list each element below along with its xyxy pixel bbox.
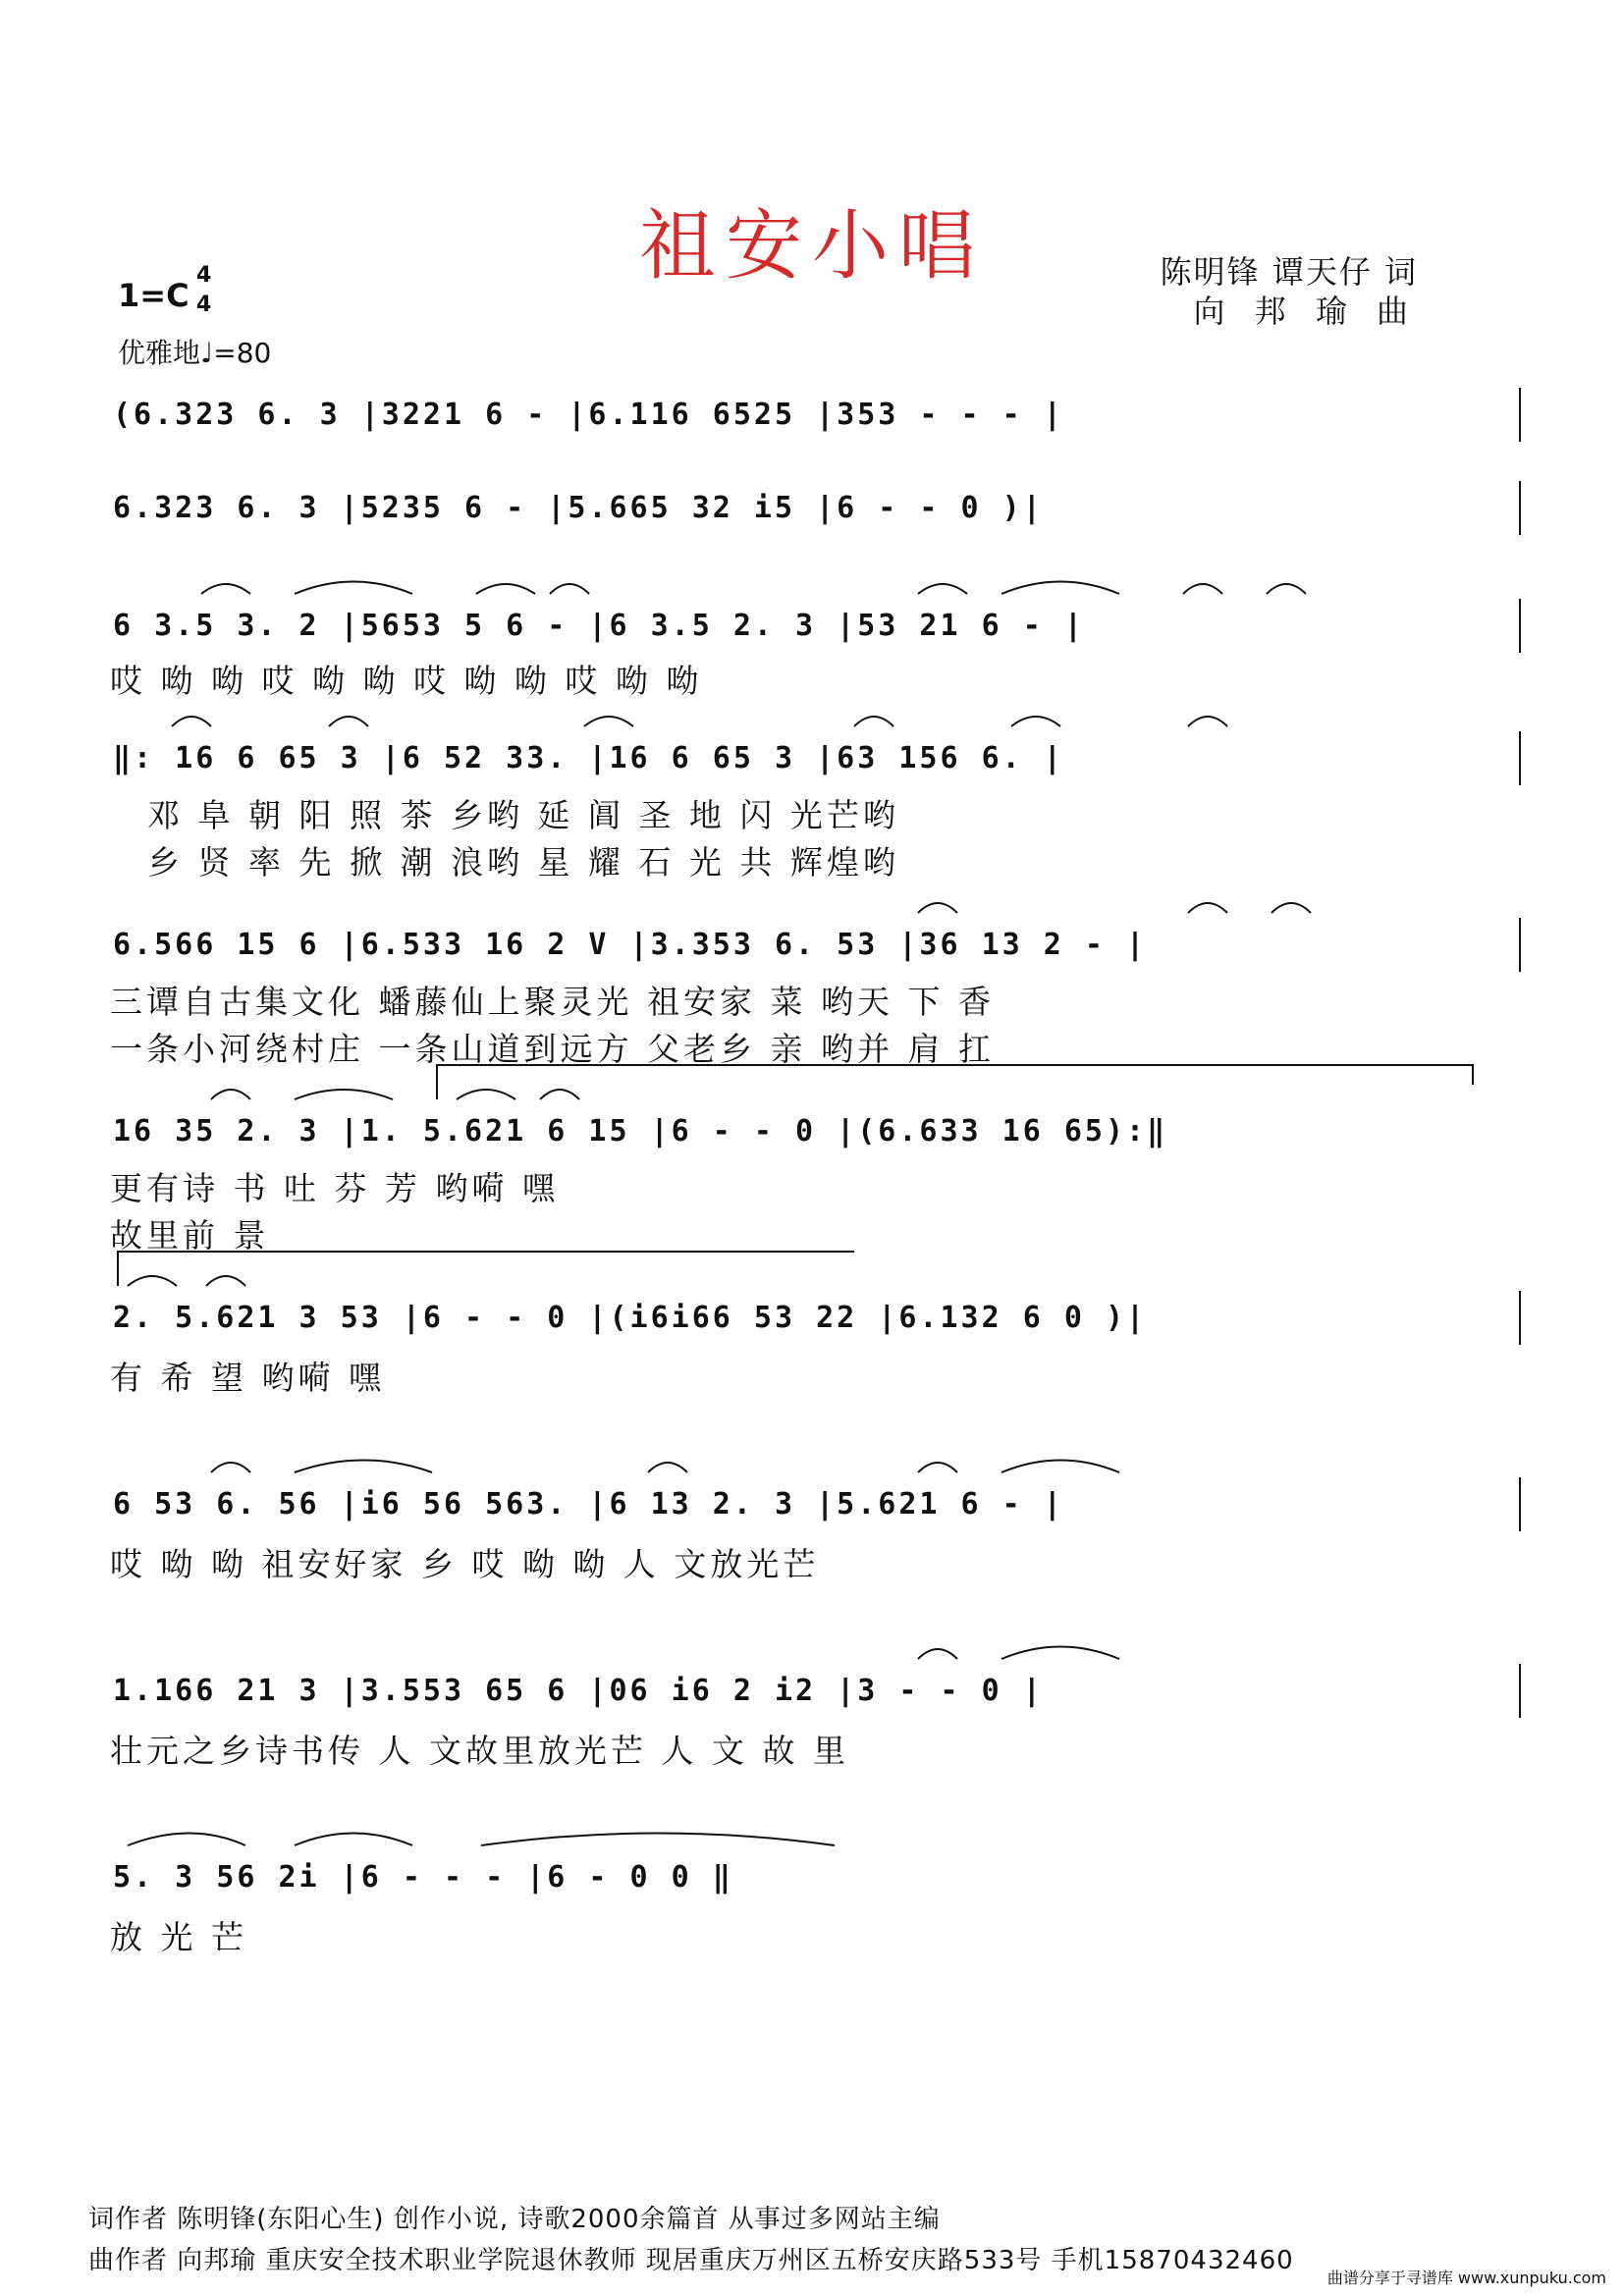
system-5-lyric-2: 一条小河绕村庄 一条山道到远方 父老乡 亲 哟并 肩 扛 [110, 1030, 995, 1068]
slur [918, 903, 957, 913]
system-4-notes: ‖: 16 6 65 3 |6 52 33. |16 6 65 3 |63 156 6. | [113, 741, 1064, 775]
slur [476, 584, 535, 594]
slur [1188, 903, 1227, 913]
system-8-notes: 6 53 6. 56 |i6 56 563. |6 13 2. 3 |5.621 6 - | [113, 1487, 1064, 1522]
footer-composer-note: 曲作者 向邦瑜 重庆安全技术职业学院退休教师 现居重庆万州区五桥安庆路533号 手机15870432460 [88, 2246, 1294, 2275]
time-signature-bottom: 4 [196, 293, 212, 317]
slur [550, 584, 589, 594]
slur [457, 1090, 515, 1099]
slur [918, 1649, 957, 1659]
system-1-notes: (6.323 6. 3 |3221 6 - |6.116 6525 |353 - - - | [113, 398, 1064, 432]
volta-1-bracket [437, 1065, 1473, 1099]
system-5-lyric-1: 三谭自古集文化 蟠藤仙上聚灵光 祖安家 菜 哟天 下 香 [110, 983, 995, 1021]
system-10-notes: 5. 3 56 2i |6 - - - |6 - 0 0 ‖ [113, 1860, 733, 1895]
slur [295, 582, 412, 595]
slur [128, 1276, 177, 1286]
watermark: 曲谱分享于寻谱库 www.xunpuku.com [1326, 2269, 1606, 2287]
slur [295, 1834, 412, 1846]
footer-lyricist-note: 词作者 陈明锋(东阳心生) 创作小说, 诗歌2000余篇首 从事过多网站主编 [88, 2205, 941, 2234]
system-6-lyric-1: 更有诗 书 吐 芬 芳 哟嗬 嘿 [110, 1169, 559, 1207]
tempo-text: 优雅地 [118, 337, 201, 369]
system-7-lyric-1: 有 希 望 哟嗬 嘿 [110, 1359, 385, 1397]
slur [648, 1463, 687, 1472]
slur [918, 584, 967, 594]
volta-2-bracket [118, 1252, 854, 1286]
slur [584, 717, 633, 726]
system-4-lyric-1: 邓 阜 朝 阳 照 茶 乡哟 延 阊 圣 地 闪 光芒哟 [147, 796, 899, 834]
slur [172, 717, 211, 726]
system-10-lyric-1: 放 光 芒 [110, 1918, 247, 1956]
key-signature: 1=C [118, 277, 189, 314]
system-4-lyric-2: 乡 贤 率 先 掀 潮 浪哟 星 耀 石 光 共 辉煌哟 [147, 843, 899, 881]
slur [329, 717, 368, 726]
slur [1183, 584, 1222, 594]
slur [1267, 584, 1306, 594]
slur [128, 1834, 245, 1846]
system-6-notes: 16 35 2. 3 |1. 5.621 6 15 |6 - - 0 |(6.633 16 65):‖ [113, 1114, 1168, 1148]
slur [1188, 717, 1227, 726]
system-6-lyric-2: 故里前 景 [110, 1216, 270, 1255]
song-title: 祖安小唱 [638, 202, 985, 291]
system-3-notes: 6 3.5 3. 2 |5653 5 6 - |6 3.5 2. 3 |53 21 6 - | [113, 609, 1085, 643]
quarter-note-icon: ♩ [200, 337, 214, 369]
system-5-notes: 6.566 15 6 |6.533 16 2 V |3.353 6. 53 |36 13 2 - | [113, 928, 1148, 962]
system-2-notes: 6.323 6. 3 |5235 6 - |5.665 32 i5 |6 - - 0 )| [113, 491, 1044, 525]
slur [201, 584, 250, 594]
slur [540, 1090, 579, 1099]
slur [295, 1461, 432, 1473]
slur [1001, 1461, 1119, 1473]
slur [295, 1090, 393, 1099]
slur [1011, 717, 1060, 726]
lyricists-credit: 陈明锋 谭天仔 词 [1160, 253, 1418, 291]
slur [211, 1090, 250, 1099]
slur [481, 1834, 835, 1846]
slur [918, 1463, 957, 1472]
tempo-value: =80 [213, 337, 272, 369]
system-8-lyric-1: 哎 呦 呦 祖安好家 乡 哎 呦 呦 人 文放光芒 [110, 1545, 820, 1583]
slur [1001, 1647, 1119, 1660]
slur [211, 1463, 250, 1472]
slur [206, 1276, 245, 1286]
system-9-notes: 1.166 21 3 |3.553 65 6 |06 i6 2 i2 |3 - - 0 | [113, 1674, 1044, 1708]
slur [854, 717, 893, 726]
composer-credit: 向 邦 瑜 曲 [1193, 293, 1418, 330]
system-9-lyric-1: 壮元之乡诗书传 人 文故里放光芒 人 文 故 里 [110, 1732, 849, 1770]
system-3-lyric-1: 哎 呦 呦 哎 呦 呦 哎 呦 呦 哎 呦 呦 [110, 662, 703, 700]
system-7-notes: 2. 5.621 3 53 |6 - - 0 |(i6i66 53 22 |6.132 6 0 )| [113, 1301, 1148, 1335]
slur [1272, 903, 1311, 913]
time-signature-top: 4 [196, 263, 212, 288]
slur [1001, 582, 1119, 595]
